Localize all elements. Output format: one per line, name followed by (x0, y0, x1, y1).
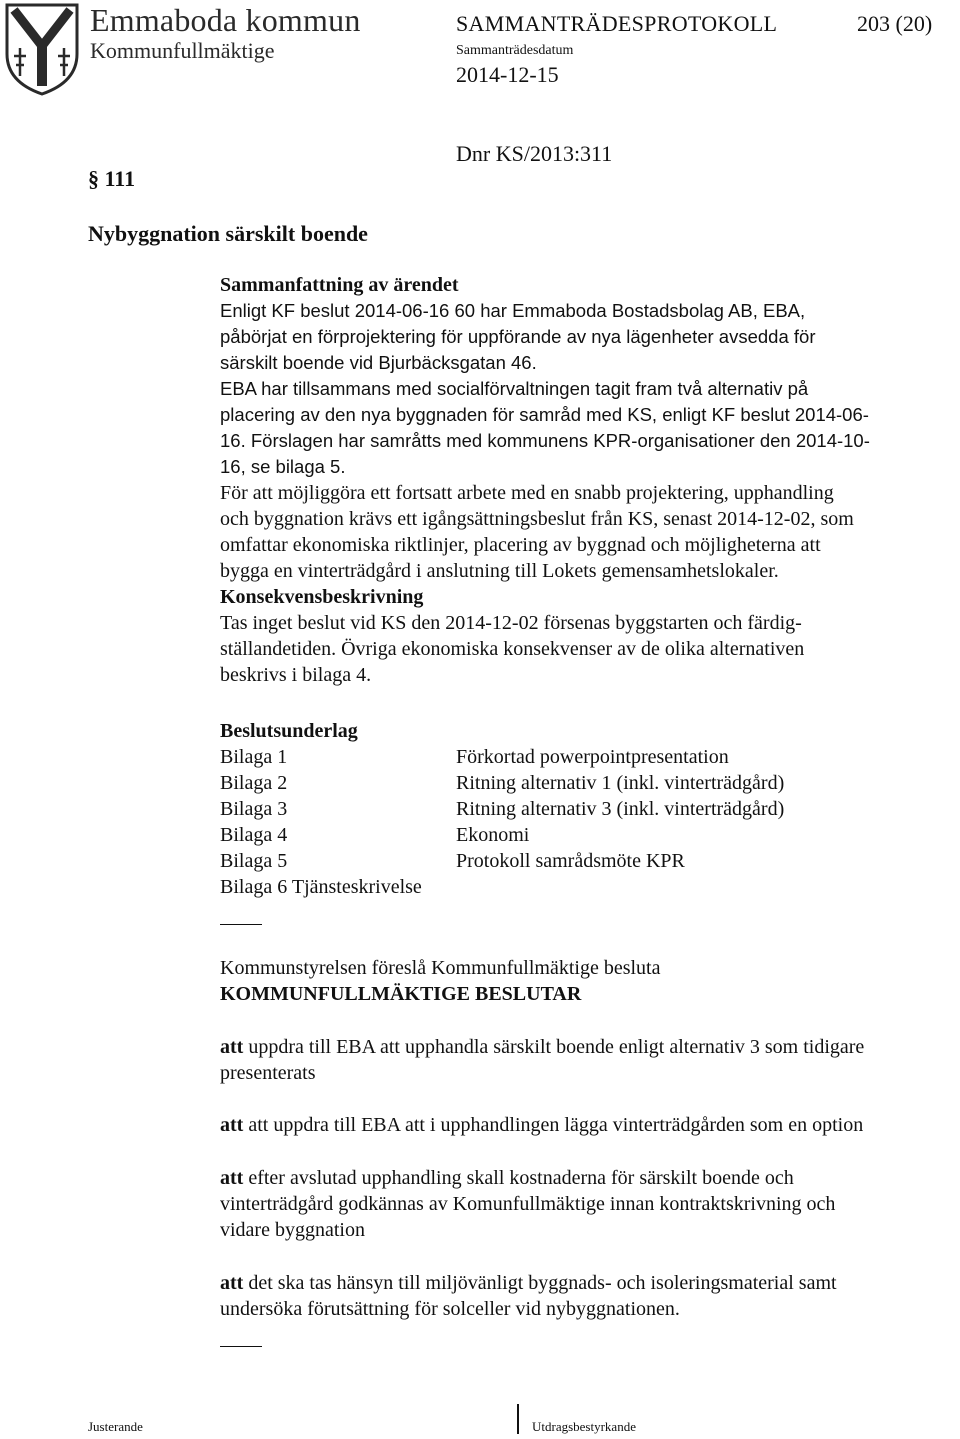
decision-clause (220, 1165, 940, 1243)
summary-heading: Sammanfattning av ärendet (220, 274, 459, 296)
meeting-date: 2014-12-15 (456, 62, 559, 87)
attachment-row (220, 796, 920, 822)
attachment-description: Ritning alternativ 3 (inkl. vinterträdgård) (456, 798, 785, 820)
attachment-label: Bilaga 5 (220, 850, 288, 872)
summary-line: bygga en vinterträdgård i anslutning till Lokets gemensamhetslokaler. (220, 560, 779, 582)
decision-text: det ska tas hänsyn till miljövänligt byggnads- och isoleringsmaterial samt (248, 1272, 837, 1294)
decision-text: att uppdra till EBA att i upphandlingen lägga vinterträdgården som en option (248, 1114, 864, 1136)
attachment-description: Ritning alternativ 1 (inkl. vinterträdgård) (456, 772, 785, 794)
att-keyword: att (220, 1036, 244, 1058)
consequences-line: beskrivs i bilaga 4. (220, 664, 372, 686)
summary-line: särskilt boende vid Bjurbäcksgatan 46. (220, 352, 537, 373)
summary-line: 16. Förslagen har samråtts med kommunens KPR-organisationer den 2014-10- (220, 430, 870, 451)
att-keyword: att (220, 1272, 244, 1294)
consequences-heading: Konsekvensbeskrivning (220, 586, 424, 608)
organization-name: Emmaboda kommun (90, 2, 361, 38)
proposal-intro: Kommunstyrelsen föreslå Kommunfullmäktige besluta (220, 957, 661, 979)
summary-section (220, 272, 940, 688)
summary-line: 16, se bilaga 5. (220, 456, 346, 477)
attachment-row (220, 874, 920, 900)
att-keyword: att (220, 1167, 244, 1189)
summary-line: placering av den nya byggnaden för samråd med KS, enligt KF beslut 2014-06- (220, 404, 869, 425)
matter-title: Nybyggnation särskilt boende (88, 221, 368, 246)
consequences-line: Tas inget beslut vid KS den 2014-12-02 försenas byggstarten och färdig- (220, 612, 802, 634)
page-number: 203 (20) (857, 11, 933, 36)
attachment-description: Protokoll samrådsmöte KPR (456, 850, 685, 872)
basis-heading (220, 718, 940, 744)
extract-certification-label: Utdragsbestyrkande (532, 1419, 636, 1434)
document-type: SAMMANTRÄDESPROTOKOLL (456, 11, 778, 36)
decision-heading: KOMMUNFULLMÄKTIGE BESLUTAR (220, 983, 582, 1005)
attachment-row (220, 770, 920, 796)
basis-heading-text: Beslutsunderlag (220, 720, 358, 742)
separator-rule (220, 1346, 262, 1347)
decision-clause (220, 1270, 940, 1322)
summary-line: påbörjat en förprojektering för uppförande av nya lägenheter avsedda för (220, 326, 816, 347)
summary-line: EBA har tillsammans med socialförvaltningen tagit fram två alternativ på (220, 378, 809, 399)
attachment-row (220, 822, 920, 848)
decision-text: vinterträdgård godkännas av Komunfullmäktige innan kontraktskrivning och (220, 1193, 836, 1215)
summary-line: och byggnation krävs ett igångsättningsbeslut från KS, senast 2014-12-02, som (220, 508, 854, 530)
proposal-section (220, 955, 940, 1007)
decision-text: uppdra till EBA att upphandla särskilt boende enligt alternativ 3 som tidigare (248, 1036, 865, 1058)
decision-clause (220, 1112, 940, 1138)
attachment-description: Ekonomi (456, 824, 530, 846)
decision-text: presenterats (220, 1062, 316, 1084)
attachment-label: Bilaga 1 (220, 746, 288, 768)
initials-label: Justerande (88, 1419, 143, 1434)
summary-line: För att möjliggöra ett fortsatt arbete med en snabb projektering, upphandling (220, 482, 834, 504)
emmaboda-coat-of-arms-icon (4, 2, 80, 96)
separator-rule (220, 924, 262, 925)
summary-text (220, 298, 940, 480)
attachment-label: Bilaga 3 (220, 798, 288, 820)
attachment-description: Förkortad powerpointpresentation (456, 746, 729, 768)
att-keyword: att (220, 1114, 244, 1136)
case-number: Dnr KS/2013:311 (456, 141, 613, 166)
body-name: Kommunfullmäktige (90, 38, 275, 63)
decision-text: vidare byggnation (220, 1219, 365, 1241)
summary-line: Enligt KF beslut 2014-06-16 60 har Emmaboda Bostadsbolag AB, EBA, (220, 300, 806, 321)
decision-text: efter avslutad upphandling skall kostnaderna för särskilt boende och (248, 1167, 794, 1189)
attachment-row (220, 848, 920, 874)
footer-divider (517, 1404, 519, 1434)
decision-text: undersöka förutsättning för solceller vid nybyggnationen. (220, 1298, 680, 1320)
consequences-line: ställandetiden. Övriga ekonomiska konsekvenser av de olika alternativen (220, 638, 805, 660)
meeting-date-label: Sammanträdesdatum (456, 43, 574, 58)
attachment-label: Bilaga 2 (220, 772, 288, 794)
attachment-row (220, 744, 920, 770)
summary-line: omfattar ekonomiska riktlinjer, placering av byggnad och möjligheterna att (220, 534, 821, 556)
summary-text-continued (220, 480, 940, 584)
decision-clause (220, 1034, 940, 1086)
paragraph-number: § 111 (88, 166, 136, 191)
attachment-label: Bilaga 4 (220, 824, 288, 846)
attachment-label: Bilaga 6 Tjänsteskrivelse (220, 876, 422, 898)
